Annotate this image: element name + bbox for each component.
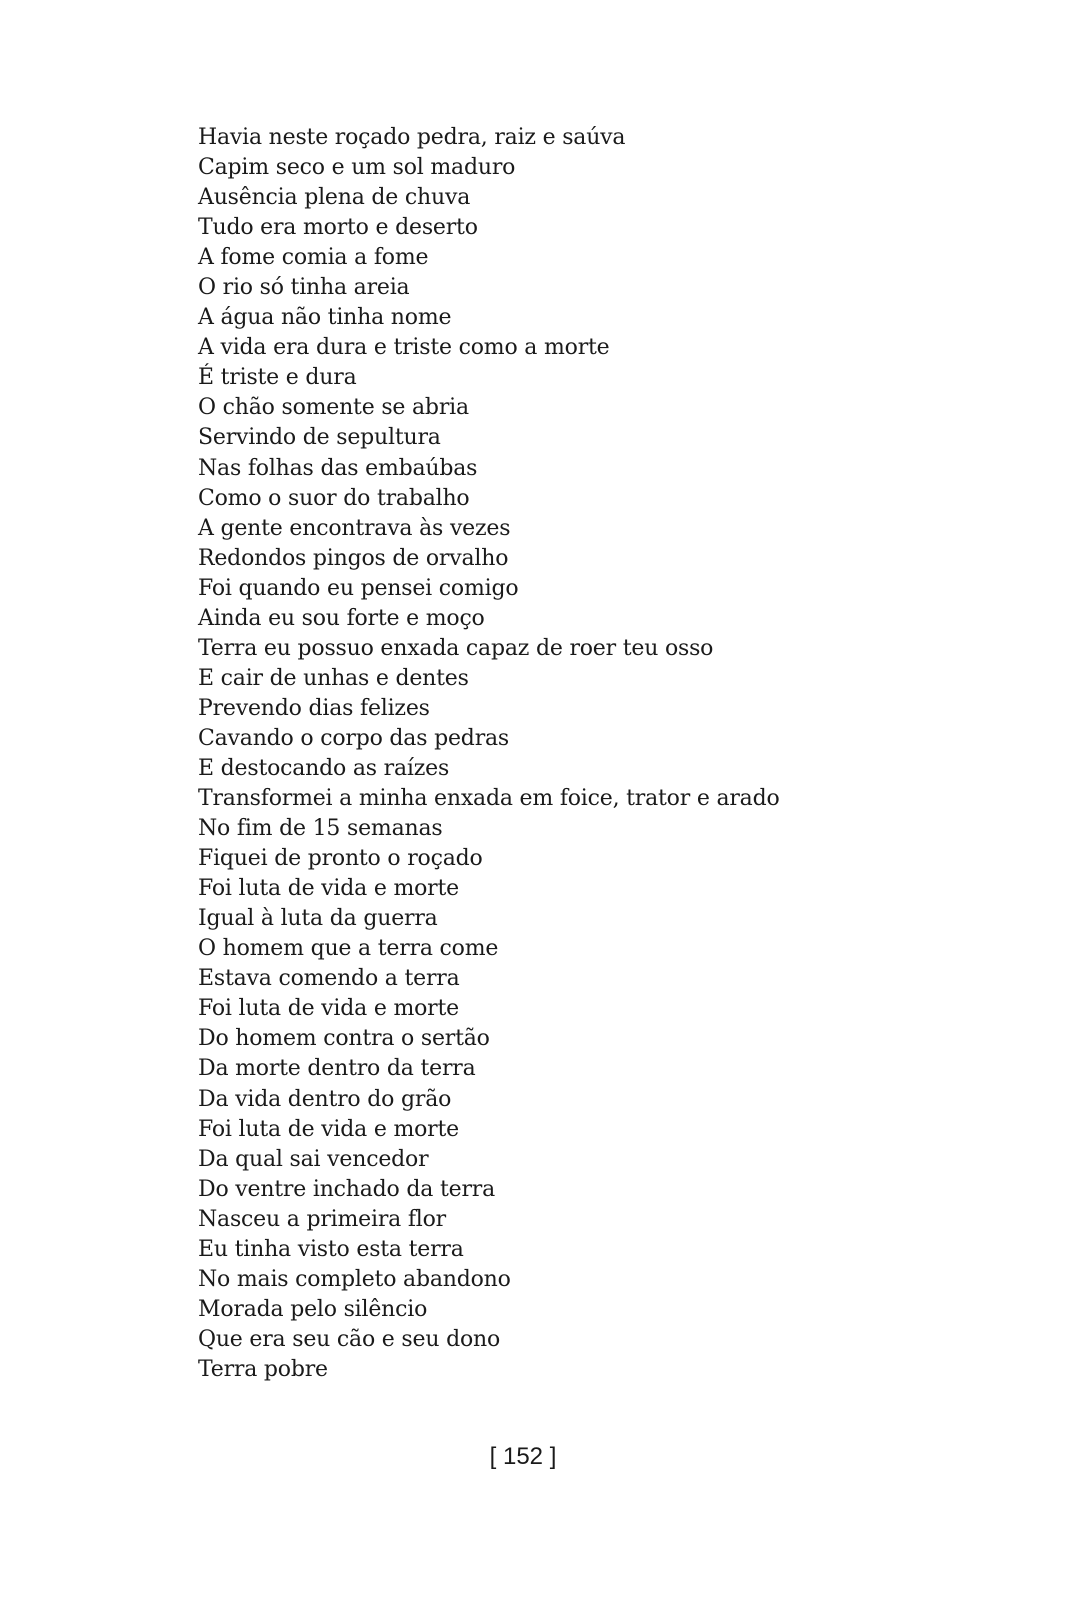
poem-line: Redondos pingos de orvalho [198, 545, 509, 571]
poem-line: Da vida dentro do grão [198, 1086, 452, 1112]
poem-line: É triste e dura [198, 365, 357, 391]
poem-line: Cavando o corpo das pedras [198, 725, 510, 751]
poem-line: No fim de 15 semanas [198, 816, 443, 842]
poem-line: Fiquei de pronto o roçado [198, 846, 483, 872]
poem-line: No mais completo abandono [198, 1266, 511, 1292]
poem-line: Como o suor do trabalho [198, 485, 470, 511]
poem-line: Nas folhas das embaúbas [198, 455, 478, 481]
poem-line: Terra eu possuo enxada capaz de roer teu osso [198, 635, 714, 661]
poem-line: Eu tinha visto esta terra [198, 1236, 464, 1262]
poem-line: Morada pelo silêncio [198, 1296, 428, 1322]
poem-line: Da morte dentro da terra [198, 1056, 476, 1082]
poem-line: Ainda eu sou forte e moço [198, 605, 485, 631]
poem-line: Foi luta de vida e morte [198, 996, 459, 1022]
poem-line: Que era seu cão e seu dono [198, 1326, 501, 1352]
poem-line: Da qual sai vencedor [198, 1146, 429, 1172]
poem-line: Estava comendo a terra [198, 966, 460, 992]
poem-line: Foi luta de vida e morte [198, 1116, 459, 1142]
poem-line: Servindo de sepultura [198, 425, 441, 451]
poem-line: Ausência plena de chuva [198, 185, 471, 211]
poem-line: A fome comia a fome [198, 245, 429, 271]
poem-line: O chão somente se abria [198, 395, 469, 421]
poem-line: Nasceu a primeira flor [198, 1206, 446, 1232]
poem-line: Havia neste roçado pedra, raiz e saúva [198, 125, 626, 150]
poem-line: A vida era dura e triste como a morte [198, 335, 610, 361]
poem-line: O rio só tinha areia [198, 275, 410, 301]
poem-line: Foi luta de vida e morte [198, 876, 459, 902]
poem-line: Capim seco e um sol maduro [198, 155, 516, 181]
poem-line: O homem que a terra come [198, 936, 499, 962]
poem-line: Foi quando eu pensei comigo [198, 575, 519, 601]
poem-line: Tudo era morto e deserto [198, 215, 478, 241]
page-number: [ 152 ] [489, 1443, 557, 1470]
poem-line: Prevendo dias felizes [198, 695, 430, 721]
poem-line: E destocando as raízes [198, 755, 450, 781]
poem-line: Igual à luta da guerra [198, 906, 438, 932]
poem-line: A gente encontrava às vezes [198, 515, 511, 541]
poem-line: A água não tinha nome [198, 305, 452, 331]
poem-line: E cair de unhas e dentes [198, 665, 469, 691]
poem-text [198, 123, 780, 1385]
poem-line: Do ventre inchado da terra [198, 1176, 495, 1202]
poem-line: Do homem contra o sertão [198, 1026, 490, 1052]
poem-line: Terra pobre [198, 1356, 328, 1382]
poem-line: Transformei a minha enxada em foice, trator e arado [198, 786, 780, 812]
